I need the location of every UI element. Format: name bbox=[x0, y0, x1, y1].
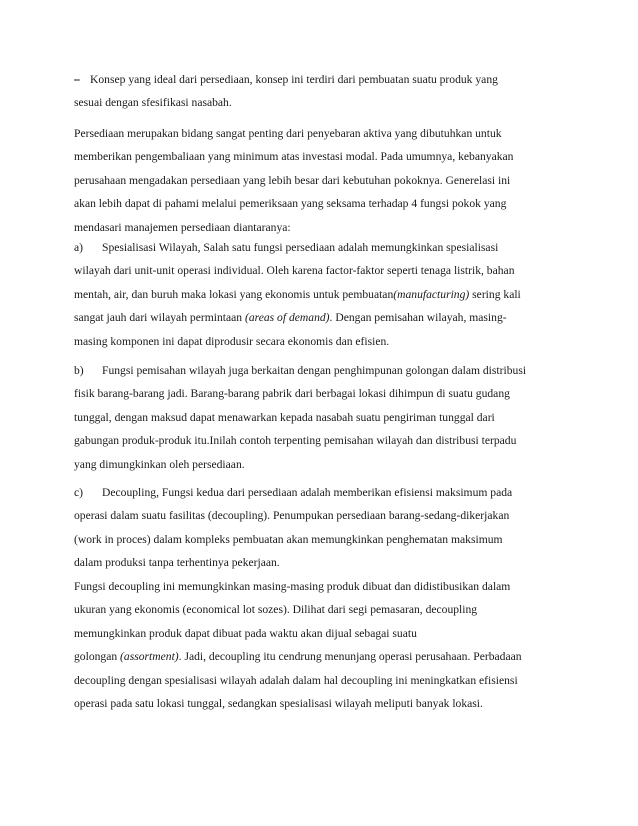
item-a-text-3a: mentah, air, dan buruh maka lokasi yang ekonomis untuk pembuatan bbox=[74, 287, 394, 301]
item-c-line-3: (work in proces) dalam kompleks pembuatan akan memungkinkan penghematan maksimum bbox=[74, 532, 503, 546]
intro-paragraph bbox=[74, 72, 574, 119]
item-b-line-1 bbox=[74, 363, 574, 386]
item-b-line-3: tunggal, dengan maksud dapat menawarkan kepada nasabah suatu pengiriman tunggal dari bbox=[74, 410, 495, 424]
item-c-line-2: operasi dalam suatu fasilitas (decoupling). Penumpukan persediaan barang-sedang-dikerjakan bbox=[74, 509, 510, 523]
item-a-line-2: wilayah dari unit-unit operasi individual. Oleh karena factor-faktor seperti tenaga listrik, bahan bbox=[74, 264, 515, 278]
item-c-label: c) bbox=[74, 486, 84, 499]
item-b-label: b) bbox=[74, 364, 84, 377]
paragraph-line: memberikan pengembaliaan yang minimum atas investasi modal. Pada umumnya, kebanyakan bbox=[74, 150, 514, 164]
list-item-b bbox=[74, 363, 574, 480]
item-a-text-3b: sering kali bbox=[469, 287, 521, 301]
item-c-text-1: Decoupling, Fungsi kedua dari persediaan adalah memberikan efisiensi maksimum pada bbox=[102, 486, 513, 499]
item-c-line-1 bbox=[74, 485, 574, 508]
item-b-text-1: Fungsi pemisahan wilayah juga berkaitan dengan penghimpunan golongan dalam distribusi bbox=[102, 364, 527, 377]
paragraph-line: Persediaan merupakan bidang sangat penting dari penyebaran aktiva yang dibutuhkan untuk bbox=[74, 127, 502, 140]
item-a-label: a) bbox=[74, 241, 84, 254]
decoupling-text-4b: . Jadi, decoupling itu cendrung menunjang operasi perusahaan. Perbadaan bbox=[178, 650, 522, 664]
decoupling-italic-assortment: (assortment) bbox=[120, 650, 179, 664]
list-item-a bbox=[74, 240, 574, 357]
intro-line-2: sesuai dengan sfesifikasi nasabah. bbox=[74, 96, 232, 110]
decoupling-line-5: decoupling dengan spesialisasi wilayah adalah dalam hal decoupling ini meningkatkan efisiensi bbox=[74, 673, 518, 687]
item-a-line-5: masing komponen ini dapat diprodusir secara ekonomis dan efisien. bbox=[74, 334, 390, 348]
item-a-italic-manufacturing: (manufacturing) bbox=[393, 287, 470, 301]
item-a-text-4b: . Dengan pemisahan wilayah, masing- bbox=[329, 311, 507, 325]
item-a-italic-areas-of-demand: (areas of demand) bbox=[244, 311, 330, 325]
item-a-text-4a: sangat jauh dari wilayah permintaan bbox=[74, 311, 245, 325]
paragraph-line: mendasari manajemen persediaan diantaranya: bbox=[74, 220, 291, 234]
list-item-c bbox=[74, 485, 574, 579]
decoupling-line-2: ukuran yang ekonomis (economical lot sozes). Dilihat dari segi pemasaran, decoupling bbox=[74, 603, 478, 617]
intro-line-1 bbox=[74, 72, 574, 95]
decoupling-line-4 bbox=[74, 649, 574, 672]
decoupling-line-1: Fungsi decoupling ini memungkinkan masing-masing produk dibuat dan didistibusikan dalam bbox=[74, 580, 511, 593]
decoupling-line-6: operasi pada satu lokasi tunggal, sedangkan spesialisasi wilayah meliputi banyak lokasi. bbox=[74, 696, 483, 710]
item-a-line-3 bbox=[74, 287, 574, 310]
paragraph-decoupling bbox=[74, 579, 574, 719]
item-b-line-4: gabungan produk-produk itu.Inilah contoh terpenting pemisahan wilayah dan distribusi terpadu bbox=[74, 434, 517, 448]
intro-text-1: Konsep yang ideal dari persediaan, konsep ini terdiri dari pembuatan suatu produk yang bbox=[90, 73, 498, 86]
item-a-line-4 bbox=[74, 310, 574, 333]
decoupling-line-3: memungkinkan produk dapat dibuat pada waktu akan dijual sebagai suatu bbox=[74, 626, 417, 640]
item-a-text-1: Spesialisasi Wilayah, Salah satu fungsi persediaan adalah memungkinkan spesialisasi bbox=[102, 241, 499, 254]
paragraph-line: akan lebih dapat di pahami melalui pemeriksaan yang seksama terhadap 4 fungsi pokok yang bbox=[74, 197, 507, 211]
paragraph-line: perusahaan mengadakan persediaan yang lebih besar dari kebutuhan pokoknya. Generelasi ini bbox=[74, 173, 511, 187]
dash-bullet-icon: ⎯ bbox=[74, 73, 80, 86]
item-a-line-1 bbox=[74, 240, 574, 263]
decoupling-text-4a: golongan bbox=[74, 650, 121, 664]
paragraph-persediaan bbox=[74, 126, 574, 243]
item-c-line-4: dalam produksi tanpa terhentinya pekerjaan. bbox=[74, 556, 280, 570]
item-b-line-2: fisik barang-barang jadi. Barang-barang pabrik dari berbagai lokasi dihimpun di suatu gudang bbox=[74, 387, 510, 401]
item-b-line-5: yang dimungkinkan oleh persediaan. bbox=[74, 457, 245, 471]
